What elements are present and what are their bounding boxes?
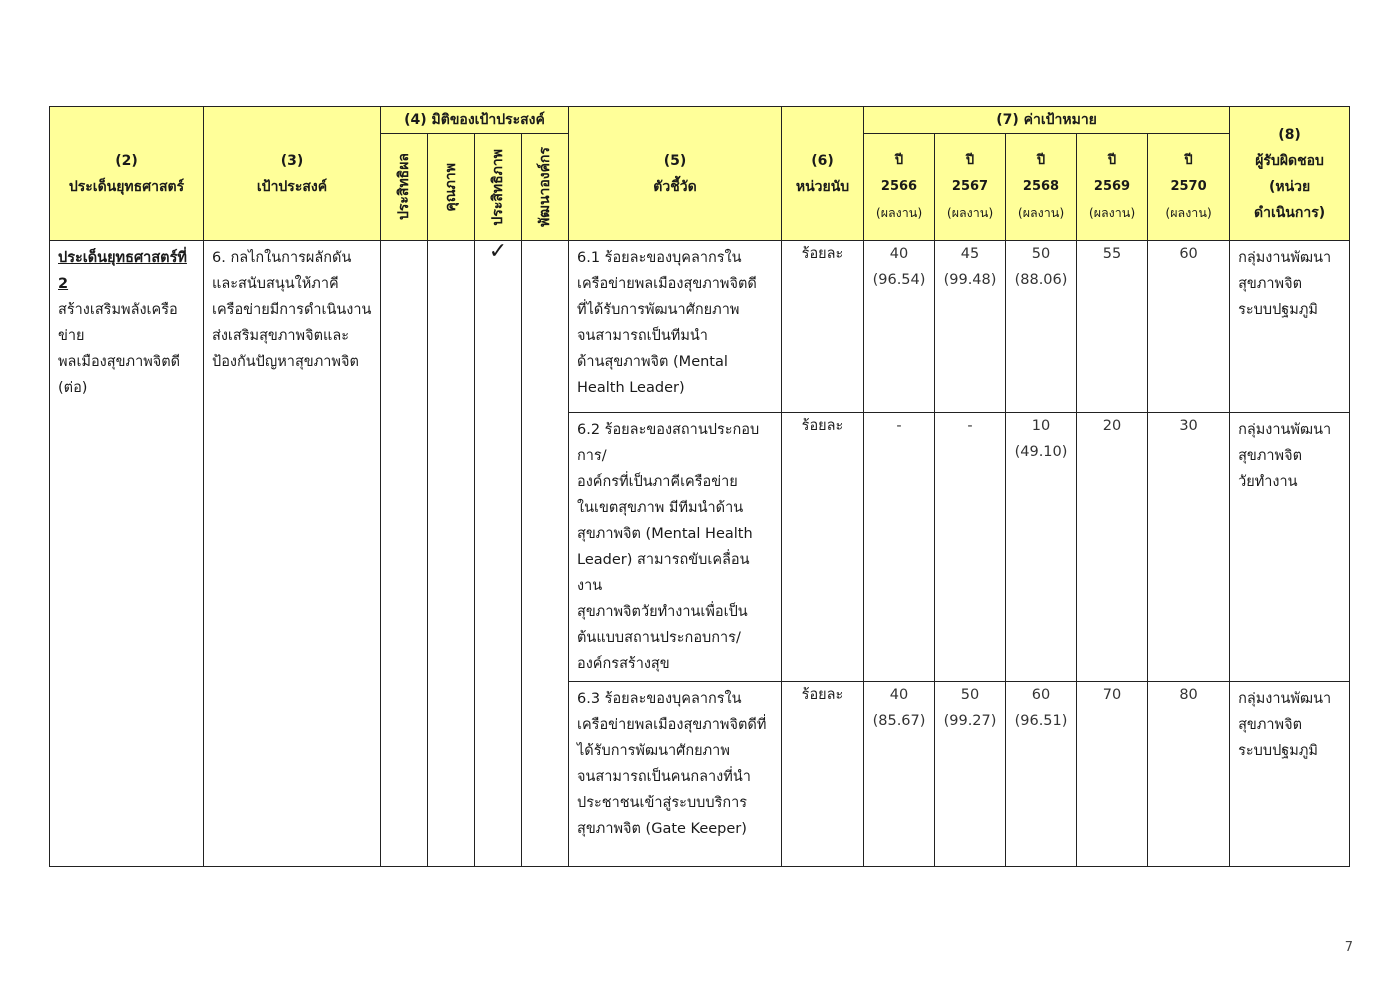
target-2567: -: [935, 413, 1006, 682]
strategy-cell: ประเด็นยุทธศาสตร์ที่ 2 สร้างเสริมพลังเครือข่าย พลเมืองสุขภาพจิตดี (ต่อ): [50, 241, 204, 867]
header-year-2567: ปี 2567 (ผลงาน): [935, 134, 1006, 241]
goal-cell: 6. กลไกในการผลักดัน และสนับสนุนให้ภาคี เครือข่ายมีการดำเนินงาน ส่งเสริมสุขภาพจิตและ ป้องกันปัญหาสุขภาพจิต: [204, 241, 381, 867]
checkmark-icon: ✓: [488, 239, 508, 264]
header-owner: (8) ผู้รับผิดชอบ (หน่วย ดำเนินการ): [1230, 107, 1350, 241]
header-year-2566: ปี 2566 (ผลงาน): [864, 134, 935, 241]
header-year-2570: ปี 2570 (ผลงาน): [1148, 134, 1230, 241]
target-2568: 50 (88.06): [1006, 241, 1077, 413]
target-2569: 55: [1077, 241, 1148, 413]
header-goal: (3) เป้าประสงค์: [204, 107, 381, 241]
dim-org-development-cell: [522, 241, 569, 867]
target-2570: 80: [1148, 682, 1230, 867]
owner-cell: กลุ่มงานพัฒนา สุขภาพจิต วัยทำงาน: [1230, 413, 1350, 682]
header-dimensions: (4) มิติของเป้าประสงค์: [381, 107, 569, 134]
dim-efficiency-cell: [475, 241, 522, 867]
table-row: [50, 241, 1350, 413]
dim-effectiveness-cell: [381, 241, 428, 867]
target-2566: 40 (96.54): [864, 241, 935, 413]
header-year-2568: ปี 2568 (ผลงาน): [1006, 134, 1077, 241]
target-2567: 50 (99.27): [935, 682, 1006, 867]
indicator-6-1: 6.1 ร้อยละของบุคลากรใน เครือข่ายพลเมืองสุขภาพจิตดี ที่ได้รับการพัฒนาศักยภาพ จนสามารถเป็นทีมนำ ด้านสุขภาพจิต (Mental Health Leader): [569, 241, 782, 413]
header-dim-quality: คุณภาพ: [428, 134, 475, 241]
header-dim-org-development: พัฒนาองค์กร: [522, 134, 569, 241]
unit-cell: ร้อยละ: [782, 682, 864, 867]
target-2569: 20: [1077, 413, 1148, 682]
header-unit: (6) หน่วยนับ: [782, 107, 864, 241]
dim-quality-cell: [428, 241, 475, 867]
header-year-2569: ปี 2569 (ผลงาน): [1077, 134, 1148, 241]
header-dim-efficiency: ประสิทธิภาพ: [475, 134, 522, 241]
owner-cell: กลุ่มงานพัฒนา สุขภาพจิต ระบบปฐมภูมิ: [1230, 241, 1350, 413]
unit-cell: ร้อยละ: [782, 241, 864, 413]
unit-cell: ร้อยละ: [782, 413, 864, 682]
header-dim-effectiveness: ประสิทธิผล: [381, 134, 428, 241]
target-2568: 60 (96.51): [1006, 682, 1077, 867]
target-2570: 30: [1148, 413, 1230, 682]
strategy-plan-table: [49, 106, 1350, 867]
target-2569: 70: [1077, 682, 1148, 867]
header-targets: (7) ค่าเป้าหมาย: [864, 107, 1230, 134]
target-2567: 45 (99.48): [935, 241, 1006, 413]
target-2570: 60: [1148, 241, 1230, 413]
target-2566: -: [864, 413, 935, 682]
indicator-6-2: 6.2 ร้อยละของสถานประกอบการ/ องค์กรที่เป็นภาคีเครือข่าย ในเขตสุขภาพ มีทีมนำด้าน สุขภาพจิต (Mental Health Leader) สามารถขับเคลื่อนงาน สุขภาพจิตวัยทำงานเพื่อเป็น ต้นแบบสถานประกอบการ/ องค์กรสร้างสุข: [569, 413, 782, 682]
header-strategy: (2) ประเด็นยุทธศาสตร์: [50, 107, 204, 241]
page-number: 7: [1344, 940, 1353, 955]
target-2568: 10 (49.10): [1006, 413, 1077, 682]
header-indicator: (5) ตัวชี้วัด: [569, 107, 782, 241]
indicator-6-3: 6.3 ร้อยละของบุคลากรใน เครือข่ายพลเมืองสุขภาพจิตดีที่ ได้รับการพัฒนาศักยภาพ จนสามารถเป็นคนกลางที่นำ ประชาชนเข้าสู่ระบบบริการ สุขภาพจิต (Gate Keeper): [569, 682, 782, 867]
target-2566: 40 (85.67): [864, 682, 935, 867]
owner-cell: กลุ่มงานพัฒนา สุขภาพจิต ระบบปฐมภูมิ: [1230, 682, 1350, 867]
